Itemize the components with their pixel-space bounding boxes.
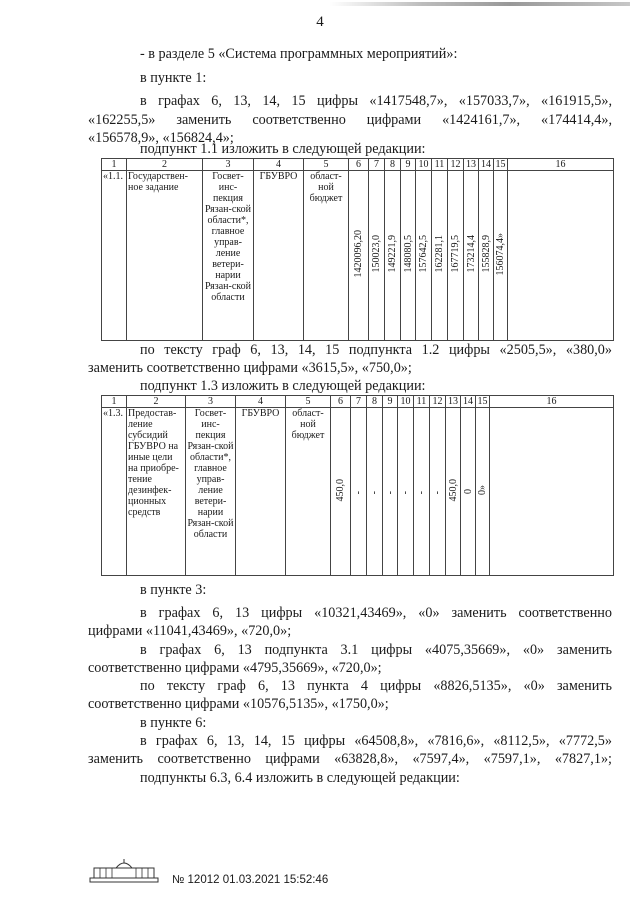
page-number: 4 bbox=[316, 14, 324, 30]
program-table-1-1 bbox=[101, 158, 614, 341]
value-col-16 bbox=[508, 171, 614, 341]
text-line: по тексту граф 6, 13, 14, 15 подпункта 1.2 цифры «2505,5», «380,0» bbox=[140, 342, 612, 358]
row-number: «1.1. bbox=[102, 171, 127, 341]
text-line: подпункт 1.1 изложить в следующей редакции: bbox=[140, 141, 426, 157]
value-col-13: 450,0 bbox=[447, 478, 459, 502]
value-col-12: 167719,5 bbox=[450, 235, 461, 273]
text-line: заменить соответственно цифрами «63828,8», «7597,4», «7597,1», «7827,1»; bbox=[88, 751, 612, 767]
document-registration-footer: № 12012 01.03.2021 15:52:46 bbox=[172, 874, 329, 886]
value-col-9: - bbox=[384, 490, 396, 494]
scan-artifact bbox=[330, 2, 630, 6]
program-table-1-3 bbox=[101, 395, 614, 576]
table-row bbox=[102, 408, 614, 576]
value-col-14: 155828,9 bbox=[480, 235, 492, 273]
government-building-icon bbox=[88, 858, 160, 884]
measure-name: Предостав-ление субсидий ГБУВРО на иные цели на приобре-тение дезинфек-ционных средств bbox=[127, 408, 186, 576]
recipient: ГБУВРО bbox=[254, 171, 304, 341]
text-line: в графах 6, 13 подпункта 3.1 цифры «4075,35669», «0» заменить bbox=[140, 642, 612, 658]
text-line: - в разделе 5 «Система программных мероприятий»: bbox=[140, 46, 458, 62]
text-line: соответственно цифрами «10576,5135», «1750,0»; bbox=[88, 696, 389, 712]
text-line: в графах 6, 13, 14, 15 цифры «64508,8», «7816,6», «8112,5», «7772,5» bbox=[140, 733, 612, 749]
text-line: подпункт 1.3 изложить в следующей редакции: bbox=[140, 378, 426, 394]
value-col-6: 450,0 bbox=[335, 478, 346, 502]
text-line: в пункте 6: bbox=[140, 715, 207, 731]
text-line: подпункты 6.3, 6.4 изложить в следующей редакции: bbox=[140, 770, 460, 786]
text-line: в графах 6, 13 цифры «10321,43469», «0» заменить соответственно bbox=[140, 605, 612, 621]
text-line: в графах 6, 13, 14, 15 цифры «1417548,7», «157033,7», «161915,5», bbox=[140, 93, 612, 109]
funding-source: област-ной бюджет bbox=[286, 408, 331, 576]
value-col-15: 156074,4» bbox=[495, 232, 506, 276]
value-col-12: - bbox=[432, 490, 443, 494]
value-col-15: 0» bbox=[477, 485, 488, 495]
measure-name: Государствен-ное задание bbox=[127, 171, 203, 341]
recipient: ГБУВРО bbox=[236, 408, 286, 576]
value-col-11: - bbox=[416, 490, 427, 494]
text-line: соответственно цифрами «4795,35669», «720,0»; bbox=[88, 660, 382, 676]
executor: Госвет-инс-пекция Рязан-ской области*, главное управ-ление ветери-нарии Рязан-ской области bbox=[186, 408, 236, 576]
row-number: «1.3. bbox=[102, 408, 127, 576]
text-line: заменить соответственно цифрами «3615,5», «750,0»; bbox=[88, 360, 412, 376]
executor: Госвет-инс-пекция Рязан-ской области*, главное управ-ление ветери-нарии Рязан-ской области bbox=[203, 171, 254, 341]
funding-source: област-ной бюджет bbox=[304, 171, 349, 341]
text-line: цифрами «11041,43469», «720,0»; bbox=[88, 623, 292, 639]
table-row bbox=[102, 171, 614, 341]
text-line: «156578,9», «156824,4»; bbox=[88, 130, 234, 146]
value-col-10: 157642,5 bbox=[418, 235, 429, 273]
table-header-row: 1 2 3 4 5 6 7 8 9 10 11 12 13 14 15 16 bbox=[102, 159, 614, 171]
value-col-7: 150023,0 bbox=[371, 235, 382, 273]
value-col-10: - bbox=[400, 490, 411, 494]
value-col-9: 148080,5 bbox=[402, 235, 414, 273]
text-line: в пункте 1: bbox=[140, 70, 207, 86]
value-col-14: 0 bbox=[462, 489, 474, 494]
value-col-7: - bbox=[353, 490, 364, 494]
value-col-8: 149221,9 bbox=[387, 235, 398, 273]
text-line: по тексту граф 6, 13 пункта 4 цифры «8826,5135», «0» заменить bbox=[140, 678, 612, 694]
value-col-11: 162281,1 bbox=[434, 235, 445, 273]
value-col-6: 1420096,20 bbox=[353, 230, 364, 278]
value-col-13: 173214,4 bbox=[465, 235, 477, 273]
table-header-row: 1 2 3 4 5 6 7 8 9 10 11 12 13 14 15 16 bbox=[102, 396, 614, 408]
value-col-16 bbox=[490, 408, 614, 576]
text-line: в пункте 3: bbox=[140, 582, 207, 598]
value-col-8: - bbox=[369, 490, 380, 494]
text-line: «162255,5» заменить соответственно цифрами «1424161,7», «174414,4», bbox=[88, 112, 612, 128]
